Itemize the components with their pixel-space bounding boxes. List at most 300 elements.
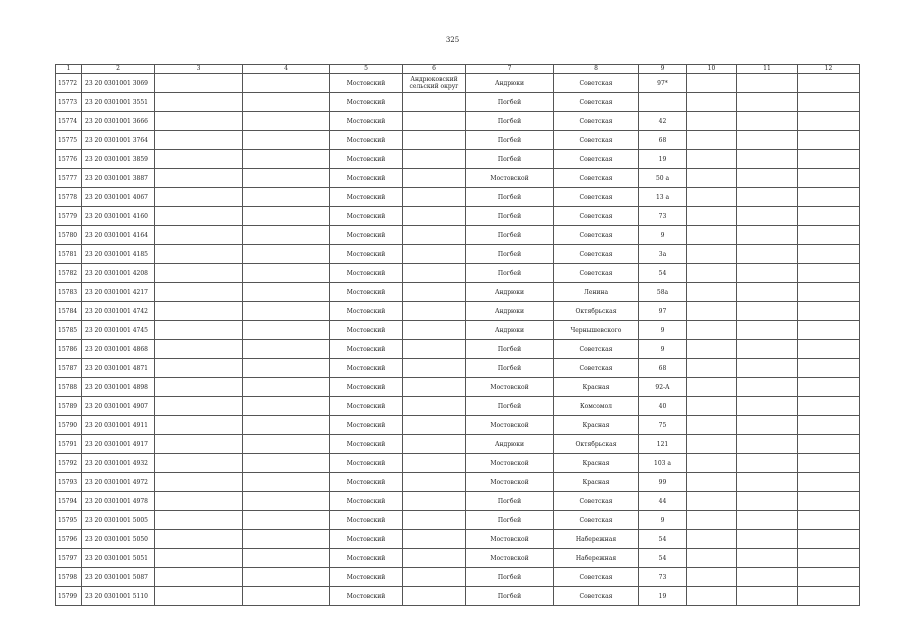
table-cell: 23 20 0301001 4871: [82, 359, 155, 378]
table-cell: Советская: [554, 359, 639, 378]
table-cell: [403, 492, 466, 511]
table-cell: 15796: [56, 530, 82, 549]
table-cell: 97*: [639, 74, 687, 93]
table-cell: Андрюки: [466, 74, 554, 93]
table-cell: [798, 511, 860, 530]
table-cell: [737, 188, 798, 207]
table-row: [56, 74, 860, 93]
table-cell: [687, 397, 737, 416]
table-cell: [403, 530, 466, 549]
table-cell: [687, 473, 737, 492]
table-cell: 15778: [56, 188, 82, 207]
table-cell: [155, 492, 243, 511]
table-cell: Советская: [554, 340, 639, 359]
table-cell: 15786: [56, 340, 82, 359]
table-cell: [155, 112, 243, 131]
column-header: 9: [639, 65, 687, 74]
table-row: [56, 112, 860, 131]
table-cell: 9: [639, 321, 687, 340]
table-cell: Советская: [554, 93, 639, 112]
table-cell: [798, 207, 860, 226]
table-cell: [403, 321, 466, 340]
table-cell: [737, 112, 798, 131]
table-cell: [155, 264, 243, 283]
table-cell: Андрюковский сельский округ: [403, 74, 466, 93]
column-header: 4: [243, 65, 330, 74]
table-cell: Советская: [554, 587, 639, 606]
table-cell: [737, 587, 798, 606]
table-cell: Мостовский: [330, 169, 403, 188]
header-row: [56, 65, 860, 74]
table-cell: [798, 321, 860, 340]
table-row: [56, 150, 860, 169]
table-cell: [243, 397, 330, 416]
table-cell: [155, 321, 243, 340]
table-cell: [798, 93, 860, 112]
table-cell: [798, 492, 860, 511]
table-cell: Погбей: [466, 188, 554, 207]
table-row: [56, 359, 860, 378]
table-cell: [155, 302, 243, 321]
column-header: 12: [798, 65, 860, 74]
table-cell: [243, 416, 330, 435]
table-cell: [403, 416, 466, 435]
table-cell: [737, 378, 798, 397]
table-cell: Мостовский: [330, 74, 403, 93]
table-cell: [737, 435, 798, 454]
table-cell: Мостовский: [330, 150, 403, 169]
table-cell: [243, 131, 330, 150]
table-cell: Погбей: [466, 226, 554, 245]
table-cell: Мостовский: [330, 435, 403, 454]
table-cell: Погбей: [466, 207, 554, 226]
table-cell: 99: [639, 473, 687, 492]
table-cell: 23 20 0301001 3069: [82, 74, 155, 93]
table-row: [56, 473, 860, 492]
table-cell: Андрюки: [466, 302, 554, 321]
table-cell: [155, 340, 243, 359]
table-cell: 23 20 0301001 4868: [82, 340, 155, 359]
table-row: [56, 454, 860, 473]
table-cell: [687, 150, 737, 169]
table-cell: [798, 169, 860, 188]
table-cell: 19: [639, 587, 687, 606]
table-cell: [687, 530, 737, 549]
table-cell: [798, 264, 860, 283]
table-cell: [798, 549, 860, 568]
table-cell: Красная: [554, 416, 639, 435]
table-cell: Октябрьская: [554, 435, 639, 454]
table-cell: Мостовский: [330, 302, 403, 321]
table-cell: Советская: [554, 511, 639, 530]
table-cell: [243, 530, 330, 549]
table-cell: 15776: [56, 150, 82, 169]
table-cell: 15799: [56, 587, 82, 606]
table-cell: 54: [639, 549, 687, 568]
table-cell: [403, 549, 466, 568]
table-cell: Мостовский: [330, 397, 403, 416]
table-cell: [243, 473, 330, 492]
table-cell: [737, 302, 798, 321]
table-cell: 15790: [56, 416, 82, 435]
table-cell: [737, 530, 798, 549]
table-cell: [403, 226, 466, 245]
table-cell: Мостовской: [466, 454, 554, 473]
table-cell: Мостовский: [330, 378, 403, 397]
table-cell: 23 20 0301001 5087: [82, 568, 155, 587]
table-cell: [737, 492, 798, 511]
table-cell: Советская: [554, 226, 639, 245]
table-cell: [243, 264, 330, 283]
table-cell: [687, 549, 737, 568]
table-cell: 23 20 0301001 4898: [82, 378, 155, 397]
table-cell: 15784: [56, 302, 82, 321]
table-cell: 15789: [56, 397, 82, 416]
table-cell: Советская: [554, 207, 639, 226]
table-row: [56, 245, 860, 264]
table-cell: 15798: [56, 568, 82, 587]
table-cell: Красная: [554, 473, 639, 492]
table-cell: [687, 283, 737, 302]
table-cell: Погбей: [466, 131, 554, 150]
table-cell: Мостовский: [330, 511, 403, 530]
table-cell: Советская: [554, 568, 639, 587]
table-cell: [737, 568, 798, 587]
table-cell: 15775: [56, 131, 82, 150]
table-cell: 15782: [56, 264, 82, 283]
table-cell: Мостовский: [330, 264, 403, 283]
table-cell: 15785: [56, 321, 82, 340]
table-cell: [737, 74, 798, 93]
table-cell: [243, 568, 330, 587]
table-cell: [243, 435, 330, 454]
table-cell: Погбей: [466, 587, 554, 606]
table-cell: 23 20 0301001 4745: [82, 321, 155, 340]
table-cell: Красная: [554, 454, 639, 473]
table-cell: [243, 207, 330, 226]
table-cell: 15772: [56, 74, 82, 93]
table-cell: Мостовский: [330, 93, 403, 112]
table-cell: Мостовской: [466, 169, 554, 188]
table-cell: [737, 226, 798, 245]
table-cell: [243, 169, 330, 188]
table-cell: Советская: [554, 74, 639, 93]
table-cell: [155, 74, 243, 93]
table-cell: 15797: [56, 549, 82, 568]
table-cell: 23 20 0301001 4217: [82, 283, 155, 302]
table-cell: 23 20 0301001 3887: [82, 169, 155, 188]
table-cell: [243, 245, 330, 264]
table-cell: [687, 169, 737, 188]
table-cell: 23 20 0301001 4932: [82, 454, 155, 473]
table-cell: 15774: [56, 112, 82, 131]
table-cell: [798, 340, 860, 359]
table-cell: [155, 397, 243, 416]
table-cell: [243, 74, 330, 93]
table-cell: Набережная: [554, 549, 639, 568]
table-cell: [155, 549, 243, 568]
table-cell: 23 20 0301001 4160: [82, 207, 155, 226]
table-cell: [403, 340, 466, 359]
table-cell: Мостовский: [330, 112, 403, 131]
table-row: [56, 264, 860, 283]
table-cell: [403, 302, 466, 321]
table-cell: [155, 416, 243, 435]
table-cell: [687, 511, 737, 530]
table-cell: Мостовской: [466, 549, 554, 568]
table-cell: 23 20 0301001 4164: [82, 226, 155, 245]
column-header: 1: [56, 65, 82, 74]
table-row: [56, 302, 860, 321]
table-cell: Мостовский: [330, 340, 403, 359]
table-cell: [403, 454, 466, 473]
table-cell: 121: [639, 435, 687, 454]
table-cell: [687, 359, 737, 378]
table-cell: 23 20 0301001 4185: [82, 245, 155, 264]
table-cell: 9: [639, 511, 687, 530]
table-row: [56, 226, 860, 245]
table-cell: [403, 169, 466, 188]
table-cell: [687, 454, 737, 473]
table-cell: Мостовской: [466, 473, 554, 492]
table-cell: 23 20 0301001 4742: [82, 302, 155, 321]
table-cell: Мостовской: [466, 530, 554, 549]
table-cell: [243, 188, 330, 207]
table-cell: [243, 302, 330, 321]
table-cell: 23 20 0301001 4067: [82, 188, 155, 207]
table-cell: [403, 188, 466, 207]
table-cell: [737, 359, 798, 378]
table-cell: [687, 112, 737, 131]
table-cell: [737, 340, 798, 359]
table-cell: [737, 264, 798, 283]
table-cell: [798, 131, 860, 150]
table-row: [56, 321, 860, 340]
table-cell: Чернышевского: [554, 321, 639, 340]
table-row: [56, 93, 860, 112]
table-row: [56, 549, 860, 568]
table-row: [56, 188, 860, 207]
table-cell: [403, 150, 466, 169]
table-cell: [155, 359, 243, 378]
column-header: 3: [155, 65, 243, 74]
table-cell: Мостовской: [466, 378, 554, 397]
table-cell: [687, 416, 737, 435]
table-cell: 103 а: [639, 454, 687, 473]
table-cell: [155, 587, 243, 606]
table-cell: Погбей: [466, 150, 554, 169]
table-cell: [243, 378, 330, 397]
table-cell: 15791: [56, 435, 82, 454]
table-cell: 23 20 0301001 4907: [82, 397, 155, 416]
table-cell: [155, 530, 243, 549]
table-cell: [687, 587, 737, 606]
registry-table: [55, 64, 860, 606]
table-cell: [737, 131, 798, 150]
table-row: [56, 283, 860, 302]
table-cell: [155, 435, 243, 454]
table-cell: [737, 93, 798, 112]
table-cell: 15794: [56, 492, 82, 511]
table-cell: [737, 321, 798, 340]
table-cell: 15792: [56, 454, 82, 473]
table-cell: 23 20 0301001 3859: [82, 150, 155, 169]
table-cell: Мостовский: [330, 359, 403, 378]
column-header: 2: [82, 65, 155, 74]
table-cell: [798, 226, 860, 245]
table-cell: 97: [639, 302, 687, 321]
table-cell: [243, 587, 330, 606]
table-row: [56, 587, 860, 606]
table-cell: [403, 245, 466, 264]
table-cell: [403, 378, 466, 397]
table-cell: 68: [639, 131, 687, 150]
table-cell: 15780: [56, 226, 82, 245]
table-cell: [243, 511, 330, 530]
table-cell: [155, 378, 243, 397]
table-cell: 15783: [56, 283, 82, 302]
table-cell: [155, 93, 243, 112]
table-cell: Мостовский: [330, 473, 403, 492]
page-number: 325: [445, 36, 460, 44]
table-cell: 9: [639, 226, 687, 245]
column-header: 11: [737, 65, 798, 74]
table-cell: 9: [639, 340, 687, 359]
table-cell: [737, 549, 798, 568]
table-cell: [687, 302, 737, 321]
table-cell: [687, 93, 737, 112]
table-cell: [155, 245, 243, 264]
table-cell: [737, 397, 798, 416]
table-cell: Мостовский: [330, 207, 403, 226]
table-cell: 44: [639, 492, 687, 511]
table-cell: Мостовский: [330, 245, 403, 264]
table-cell: [798, 302, 860, 321]
table-cell: [798, 473, 860, 492]
table-cell: [155, 150, 243, 169]
table-cell: [403, 473, 466, 492]
table-cell: Мостовской: [466, 416, 554, 435]
table-cell: Советская: [554, 264, 639, 283]
table-cell: 15795: [56, 511, 82, 530]
table-cell: Погбей: [466, 359, 554, 378]
table-cell: [687, 568, 737, 587]
table-cell: 75: [639, 416, 687, 435]
table-cell: Погбей: [466, 245, 554, 264]
table-cell: 23 20 0301001 3764: [82, 131, 155, 150]
table-cell: 15781: [56, 245, 82, 264]
table-cell: Мостовский: [330, 568, 403, 587]
table-cell: 23 20 0301001 3666: [82, 112, 155, 131]
table-row: [56, 530, 860, 549]
table-cell: [798, 188, 860, 207]
table-cell: 23 20 0301001 5050: [82, 530, 155, 549]
table-cell: [737, 511, 798, 530]
table-cell: [403, 359, 466, 378]
table-cell: Погбей: [466, 112, 554, 131]
table-cell: 23 20 0301001 4911: [82, 416, 155, 435]
table-cell: 23 20 0301001 3551: [82, 93, 155, 112]
table-cell: Погбей: [466, 264, 554, 283]
column-header: 6: [403, 65, 466, 74]
table-cell: 23 20 0301001 4917: [82, 435, 155, 454]
table-cell: 54: [639, 264, 687, 283]
table-cell: Советская: [554, 169, 639, 188]
table-cell: [243, 226, 330, 245]
table-cell: [243, 549, 330, 568]
table-cell: [798, 397, 860, 416]
table-row: [56, 131, 860, 150]
table-cell: [243, 112, 330, 131]
table-cell: [798, 74, 860, 93]
table-cell: [687, 340, 737, 359]
table-cell: Мостовский: [330, 131, 403, 150]
table-cell: [687, 245, 737, 264]
table-cell: [155, 473, 243, 492]
table-cell: 15788: [56, 378, 82, 397]
table-cell: [687, 378, 737, 397]
table-cell: Андрюки: [466, 283, 554, 302]
table-cell: Мостовский: [330, 188, 403, 207]
table-cell: [798, 435, 860, 454]
table-cell: 15787: [56, 359, 82, 378]
table-cell: [737, 245, 798, 264]
table-cell: Погбей: [466, 511, 554, 530]
table-cell: [243, 321, 330, 340]
table-cell: [155, 454, 243, 473]
table-cell: 68: [639, 359, 687, 378]
table-cell: Мостовский: [330, 416, 403, 435]
table-cell: 92-А: [639, 378, 687, 397]
table-cell: Мостовский: [330, 283, 403, 302]
table-cell: Мостовский: [330, 321, 403, 340]
table-cell: [243, 340, 330, 359]
table-cell: [243, 359, 330, 378]
table-cell: 15773: [56, 93, 82, 112]
table-cell: Андрюки: [466, 321, 554, 340]
table-cell: [155, 188, 243, 207]
table-cell: [737, 473, 798, 492]
table-cell: [243, 93, 330, 112]
table-cell: [243, 454, 330, 473]
column-header: 10: [687, 65, 737, 74]
column-header: 5: [330, 65, 403, 74]
table-cell: [155, 568, 243, 587]
table-cell: [687, 207, 737, 226]
table-cell: [687, 492, 737, 511]
table-body: [56, 65, 860, 606]
table-cell: [737, 150, 798, 169]
table-cell: Советская: [554, 245, 639, 264]
table-cell: [687, 321, 737, 340]
table-cell: Мостовский: [330, 492, 403, 511]
table-cell: 23 20 0301001 5005: [82, 511, 155, 530]
table-cell: Мостовский: [330, 549, 403, 568]
table-cell: Погбей: [466, 568, 554, 587]
table-cell: 73: [639, 207, 687, 226]
table-cell: 23 20 0301001 4972: [82, 473, 155, 492]
table-row: [56, 207, 860, 226]
table-cell: Погбей: [466, 340, 554, 359]
table-cell: [687, 188, 737, 207]
table-cell: [687, 264, 737, 283]
table-cell: Погбей: [466, 397, 554, 416]
table-cell: [403, 511, 466, 530]
table-cell: [403, 264, 466, 283]
table-row: [56, 340, 860, 359]
table-cell: [687, 131, 737, 150]
table-cell: 23 20 0301001 5110: [82, 587, 155, 606]
